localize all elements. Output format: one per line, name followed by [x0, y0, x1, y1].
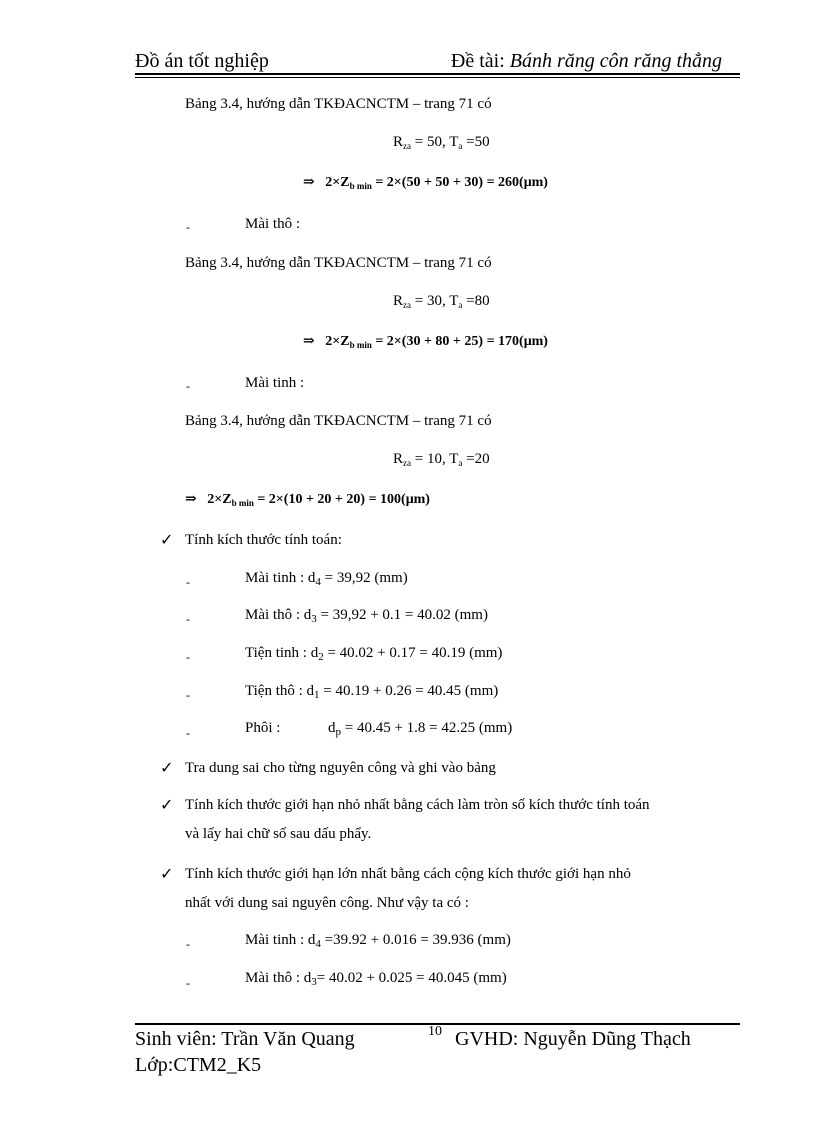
bullet-text: Tính kích thước giới hạn lớn nhất bằng cách cộng kích thước giới hạn nhỏ: [185, 866, 631, 882]
topic-title: [451, 50, 722, 73]
calc-line: Mài tinh : $d_4 = 39,92$ (mm): [245, 570, 408, 588]
dash-marker: -: [186, 575, 190, 589]
table-reference: Bảng 3.4, hướng dẫn TKĐACNCTM – trang 71 có: [185, 96, 492, 112]
allowance-equation: ⇒ $2\times Z_{b min} = 2\times(10 + 20 + 20) = 100(\mu m)$: [185, 492, 430, 508]
student-name: Sinh viên: Trần Văn Quang: [135, 1028, 355, 1050]
calc-line: $d_p = 40.45 + 1.8 = 42.25$ (mm): [328, 720, 513, 738]
checkmark-icon: ✓: [160, 760, 174, 777]
header-rule-thick: [135, 73, 740, 75]
dash-marker: -: [186, 612, 190, 626]
document-type: Đồ án tốt nghiệp: [135, 50, 269, 72]
calc-line: Tiện thô : $d_1 = 40.19 + 0.26 = 40.45$ (mm): [245, 683, 499, 701]
dash-marker: -: [186, 650, 190, 664]
allowance-equation: ⇒ $2\times Z_{b min} = 2\times(30 + 80 + 25) = 170(\mu m)$: [303, 334, 548, 350]
dash-marker: -: [186, 688, 190, 702]
dash-marker: -: [186, 976, 190, 990]
calc-line: Mài thô : $d_3 = 39,92 + 0.1 = 40.02$ (mm): [245, 607, 488, 625]
bullet-text-continued: và lấy hai chữ số sau dấu phẩy.: [185, 826, 372, 842]
checkmark-icon: ✓: [160, 532, 174, 549]
dash-marker: -: [186, 726, 190, 740]
dash-marker: -: [186, 937, 190, 951]
advisor-name: GVHD: Nguyễn Dũng Thạch: [455, 1028, 691, 1050]
topic-name: Bánh răng côn răng thẳng: [509, 50, 722, 72]
header-rule-thin: [135, 77, 740, 78]
bullet-text-continued: nhất với dung sai nguyên công. Như vậy ta có :: [185, 895, 469, 911]
blank-label: Phôi :: [245, 720, 281, 736]
dash-marker: -: [186, 220, 190, 234]
calc-line: Tiện tinh : $d_2 = 40.02 + 0.17 = 40.19$ (mm): [245, 645, 503, 663]
roughness-values: $R_{za} = 10$, $T_a =20$: [393, 451, 490, 468]
topic-prefix: Đề tài:: [450, 50, 510, 72]
roughness-values: $R_{za} = 50$, $T_a =50$: [393, 134, 490, 151]
roughness-values: $R_{za} = 30$, $T_a =80$: [393, 293, 490, 310]
step-label: Mài thô :: [245, 216, 300, 232]
dash-marker: -: [186, 379, 190, 393]
checkmark-icon: ✓: [160, 797, 174, 814]
step-label: Mài tinh :: [245, 375, 305, 391]
table-reference: Bảng 3.4, hướng dẫn TKĐACNCTM – trang 71 có: [185, 413, 492, 429]
bullet-text: Tính kích thước giới hạn nhỏ nhất bằng cách làm tròn số kích thước tính toán: [185, 797, 650, 813]
limit-line: Mài thô : $d_3= 40.02 + 0.025 = 40.045$ (mm): [245, 970, 507, 988]
limit-line: Mài tinh : $d_4 =39.92 + 0.016 = 39.936$ (mm): [245, 932, 511, 950]
table-reference: Bảng 3.4, hướng dẫn TKĐACNCTM – trang 71 có: [185, 255, 492, 271]
page-number: 10: [428, 1024, 442, 1039]
class-name: Lớp:CTM2_K5: [135, 1054, 262, 1076]
checkmark-icon: ✓: [160, 866, 174, 883]
bullet-text: Tính kích thước tính toán:: [185, 532, 342, 548]
allowance-equation: ⇒ $2\times Z_{b min} = 2\times(50 + 50 + 30) = 260(\mu m)$: [303, 175, 548, 191]
bullet-text: Tra dung sai cho từng nguyên công và ghi vào bảng: [185, 760, 496, 776]
